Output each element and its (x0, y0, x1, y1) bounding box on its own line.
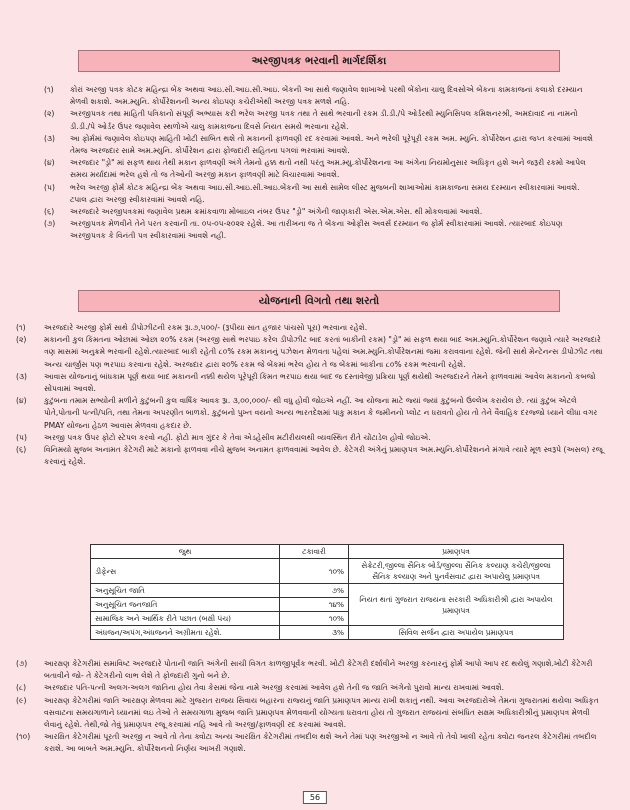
document-page (16, 28, 608, 788)
section-heading-scheme-details: યોજનાની વિગતો તથા શરતો (78, 290, 560, 312)
cell-group: અનુસૂચિત જાતિ (91, 584, 280, 598)
list-item (16, 371, 608, 395)
cell-group: ડીફેન્સ (91, 559, 280, 584)
item-text: અરજદાર "ડ્રો" માં સફળ થાય તેથી મકાન ફાળવણી અંગે તેમનો હક્ક થતો નથી પરંતુ અમ.મ્યુ.કોર્પોરેશનના આ અંગેના નિયમોનુસાર અધિકૃત હશે અને જરૂરી રકમો આપેલ સમય મર્યાદામાં ભરેલ હશે તો જ તેઓની અરજી મકાન ફાળવણી માટે વિચારવામાં આવશે. (70, 158, 586, 180)
item-text: આરક્ષણ કેટેગરીમાં જાતિ આરક્ષણ મેળવવા માટે ગુજરાત રાજય સિવાય બહારના રાજ્યનું જાતિ પ્રમાણપત્ર માન્ય રાખી શકાતું નથી. આવા અરજદારોએ તેમના ગુજરાતમાં થયેલા અધિકૃત વસવાટના સમયગાળાને ધ્યાનમાં લઇ તેઓ તે સમયગાળા મુજબ જાતિ પ્રમાણપત્ર મેળવવાની યોગ્યતા ધરાવતા હોય તો ગુજરાત રાજયનાં સંબંધિત સક્ષમ અધિકારીશ્રીનું પ્રમાણપત્ર મેળવી લેવાનું રહેશે. તેથી,જો તેવું પ્રમાણપત્ર રજૂ કરવામાં નહિ આવે તો અરજી/ફાળવણી રદ કરવામાં આવશે. (44, 695, 599, 730)
item-number: (૧) (44, 85, 54, 94)
section-heading-guidelines: અરજીપત્રક ભરવાની માર્ગદર્શિકા (78, 50, 560, 72)
list-item (38, 133, 598, 157)
scheme-conditions-list (16, 322, 608, 468)
item-text: અરજદાર પતિ-પત્ની અલગ-અલગ જાતિના હોય તેવા કેસમાં જેના નામે અરજી કરવામાં આવેલ હશે તેની જ જાતિ અંગેનો પુરાવો માન્ય રાખવામાં આવશે. (44, 683, 505, 693)
list-item (16, 432, 608, 444)
item-text: મકાનની કુલ કિંમતના ઓછામાં ઓછા ૨૦% રકમ (અરજી સાથે ભરપાઇ કરેલ ડીપોઝીટ બાદ કરતાં બાકીની રકમ) "ડ્રો" માં સફળ થયા બાદ અમ.મ્યુનિ.કોર્પોરેશન જણાવે ત્યારે અરજદારે ત્રણ માસમાં અનુક્રમે ભરવાની રહેશે.ત્યારબાદ બાકી રહેતી ૮૦% રકમ મકાનનું પઝેશન મેળવતા પહેલાં અમ.મ્યુનિ.કોર્પોરેશનમાં જમા કરાવવાના રહેશે. જેની સાથે મેન્ટેનન્સ ડીપોઝીટ તથા અન્ય ચાર્જીસ પણ ભરપાઇ કરવાના રહેશે. અરજદાર દ્વારા ૨૦% રકમ જે બેંકમાં ભરેલ હોય તે જ બેંકમાં બાકીના ૮૦% રકમ ભરવાની રહેશે. (44, 335, 603, 369)
list-item (38, 108, 598, 132)
cell-percentage: ૩% (280, 626, 349, 640)
item-text: આરક્ષિત કેટેગરીમાં પૂરતી અરજી ન આવે તો તેના ક્વોટા અન્ય આરક્ષિત કેટેગરીમાં તબદીલ થશે અને તેમાં પણ અરજીઓ ન આવે તો તેવો ખાલી રહેતા ક્વોટા જનરલ કેટેગરીમાં તબદીલ કરાશે. આ બાબતે અમ.મ્યુનિ. કોર્પોરેશનનો નિર્ણય આખરી ગણાશે. (44, 732, 597, 754)
list-item (16, 334, 608, 371)
item-text: અરજીપત્રક મેળવીને તેને પરત કરવાની તા. ૦૫-૦૫-૨૦૨૨ રહેશે. આ તારીખના જ તે બેંકના ઓફીસ અવર્સ દરમ્યાન જ ફોર્મ સ્વીકારવામાં આવશે. ત્યારબાદ કોઇપણ અરજીપત્રક કે વિનંતી પત્ર સ્વીકારવામાં આવશે નહી. (70, 219, 563, 241)
item-number: (૬) (16, 445, 27, 455)
item-number: (૧) (16, 323, 26, 332)
list-item (16, 444, 608, 468)
item-number: (૩) (44, 133, 55, 143)
list-item (16, 731, 608, 755)
cell-percentage: ૭% (280, 584, 349, 598)
reservation-table (90, 544, 564, 640)
cell-certificate: સેક્રેટરી,જીલ્લા સૈનિક બોર્ડ/જીલ્લા સૈનિક કલ્યાણ કચેરી/જીલ્લા સૈનિક કલ્યાણ અને પુનર્વસવાટ દ્વારા અપાયેલુ પ્રમાણપત્ર (349, 559, 564, 584)
list-item (38, 206, 598, 218)
cell-percentage: ૧૦% (280, 612, 349, 626)
item-text: આવાસ યોજનાનું બાંધકામ પૂર્ણ થયા બાદ મકાનની નક્કી થયેલ પૂરેપૂરી કિંમત ભરપાઇ થયા બાદ જ દસ્તાવેજી પ્રક્રિયા પૂર્ણ થયેથી અરજદારને તેમને ફાળવવામાં આવેલ મકાનનો કબજો સોંપવામાં આવશે. (44, 371, 596, 394)
item-number: (૨) (44, 109, 55, 119)
cell-certificate-shared: નિયત થતાં ગુજરાત રાજયના સરકારી અધિકારીશ્રી દ્વારા અપાયેલ પ્રમાણપત્ર (349, 584, 564, 626)
item-number: (૯) (16, 695, 27, 705)
list-item (16, 695, 608, 732)
item-number: (૭) (16, 659, 28, 668)
item-number: (૫) (44, 182, 55, 192)
item-text: ભરેલ અરજી ફોર્મ કોટક મહિન્દ્રા બેંક અથવા આઇ.સી.આઇ.સી.આઇ.બેંકની આ સાથે સામેલ લીસ્ટ મુજબની શાખાઓમાં કામકાજના સમય દરમ્યાન સ્વીકારવામાં આવશે. ટપાલ દ્વારા અરજી સ્વીકારવામાં આવશે નહિ. (70, 182, 580, 204)
table-row (91, 559, 564, 584)
item-text: અરજીપત્રક તથા માહિતી પત્રિકાનો સંપૂર્ણ અભ્યાસ કરી ભરેલ અરજી પત્રક તથા તે સાથે ભરવાની રકમ ડી.ડી./પે ઓર્ડરથી મ્યુનિસિપલ કમિશનરશ્રી, અમદાવાદ ના નામનો ડી.ડી./પે ઓર્ડર ઉપર જણાવેલ સ્થળોએ ચાલુ કામકાજના દિવસે નિયત સમયે ભરવાના રહેશે. (70, 109, 578, 131)
item-number: (૭) (44, 219, 56, 229)
item-text: કુટુંબના તમામ સભ્યોની મળીને કુટુંબની કુલ વાર્ષિક આવક રૂા. ૩,૦૦,૦૦૦/- થી વધુ હોવી જોઇએ નહીં. આ યોજના માટે જ્યાં જ્યાં કુટુંબનો ઉલ્લેખ કરાયેલ છે. ત્યાં કુટુંબ એટલે પોતે,પોતાની પત્ની/પતિ, તથા તેમના અપરણીત બાળકો. કુટુંબનો પુખ્ત વયનો અન્ય ભારતદેશમાં પાકુ મકાન કે જમીનનો પ્લોટ ન ધરાવતો હોય તો તેને વૈવાહિક દરજ્જો ધ્યાને લીધા વગર PMAY યોજના હેઠળ આવાસ મેળવવા હકદાર છે. (44, 396, 598, 430)
item-text: વિનિમયો મુજબ અનામત કેટેગરી માટે મકાનો ફાળવવા નીચે મુજબ અનામત ફાળવવામાં આવેલ છે. કેટેગરી અંગેનું પ્રમાણપત્ર અમ.મ્યુનિ.કોર્પોરેશનને મંગાવે ત્યારે મૂળ સ્વરૂપે (અસલ) રજૂ કરવાનું રહેશે. (44, 445, 603, 467)
item-number: (૪) (44, 158, 55, 168)
column-header-group: જુથ (91, 545, 280, 559)
item-text: અરજદારે અરજીપત્રકમાં જણાવેલ પ્રથમ ક્રમાંકવાળા મોબાઇલ નંબર ઉપર "ડ્રો" અંગેની જાણકારી એસ.એમ.એસ. થી મોકલવામાં આવશે. (70, 207, 483, 217)
list-item (16, 322, 608, 334)
cell-percentage: ૧૪% (280, 598, 349, 612)
item-number: (૨) (16, 335, 27, 345)
category-rules-list (16, 658, 608, 756)
list-item (38, 84, 598, 108)
item-number: (૧૦) (16, 732, 31, 742)
item-text: અરજી પત્રક ઉપર ફોટો સ્ટેપલ કરવો નહી. ફોટો માત્ર ગુંદર કે તેવા એડહેસીવ મટીરીયલથી વ્યવસ્થિત રીતે ચોંટાડેલ હોવો જોઇએ. (44, 432, 431, 442)
cell-percentage: ૧૦% (280, 559, 349, 584)
page-number: 56 (303, 791, 327, 804)
list-item (38, 182, 598, 206)
item-number: (૩) (16, 371, 27, 381)
cell-group: અંધજન/અપંગ,અંધજનને અગ્રીમતા રહેશે. (91, 626, 280, 640)
item-text: આરક્ષણ કેટેગરીમાં સમાવિષ્ટ અરજદારે પોતાની જાતિ અંગેની સાચી વિગત કાળજીપૂર્વક ભરવી. ખોટી કેટેગરી દર્શાવીને અરજી કરનારનું ફોર્મ આપો આપ રદ થયેલું ગણાશે.ખોટી કેટેગરી બતાવીને જો- તે કેટેગરીનો લાભ લેશે તે ફોજદારી ગુનો બને છે. (44, 659, 593, 681)
table-row (91, 584, 564, 598)
list-item (38, 157, 598, 181)
table-header-row (91, 545, 564, 559)
item-number: (૮) (16, 683, 27, 693)
list-item (16, 658, 608, 682)
column-header-percentage: ટકાવારી (280, 545, 349, 559)
guidelines-list (38, 84, 598, 243)
cell-certificate: સિવિલ સર્જન દ્વારા અપાયેલ પ્રમાણપત્ર (349, 626, 564, 640)
column-header-certificate: પ્રમાણપત્ર (349, 545, 564, 559)
list-item (16, 395, 608, 432)
list-item (38, 218, 598, 242)
cell-group: અનુસૂચિત જનજાતિ (91, 598, 280, 612)
item-number: (૬) (44, 207, 55, 217)
item-number: (૫) (16, 432, 27, 442)
cell-group: સામાજિક અને આર્થિક રીતે પછાત (બક્ષી પંચ) (91, 612, 280, 626)
item-text: કોરાં અરજી પત્રક કોટક મહિન્દ્રા બેંક અથવા આઇ.સી.આઇ.સી.આઇ. બેંકની આ સાથે જણાવેલ શાખાઓ પરથી બેંકોના ચાલુ દિવસોએ બેંકના કામકાજનાં કલાકો દરમ્યાન મેળવી શકાશે. અમ.મ્યુનિ. કોર્પોરેશનની અન્ય કોઇપણ કચેરીએથી અરજી પત્રક મળશે નહિ. (70, 85, 583, 107)
item-text: અરજદારે અરજી ફોર્મ સાથે ડીપોઝીટની રકમ રૂા.૭,૫૦૦/- (રૂપીયા સાત હજાર પાંચસો પૂરા) ભરવાના રહેશે. (44, 323, 368, 332)
list-item (16, 682, 608, 694)
item-number: (૪) (16, 396, 27, 406)
item-text: આ ફોર્મમાં જણાવેલ કોઇપણ માહિતી ખોટી સાબિત થશે તો મકાનની ફાળવણી રદ કરવામાં આવશે. અને ભરેલી પૂરેપૂરી રકમ અમ. મ્યુનિ. કોર્પોરેશન દ્વારા જપ્ત કરવામાં આવશે તેમજ અરજદાર સામે અમ.મ્યુનિ. કોર્પોરેશન દ્વારા ફોજદારી સહિતના પગલાં ભરવામાં આવશે. (70, 133, 593, 156)
table-row (91, 626, 564, 640)
